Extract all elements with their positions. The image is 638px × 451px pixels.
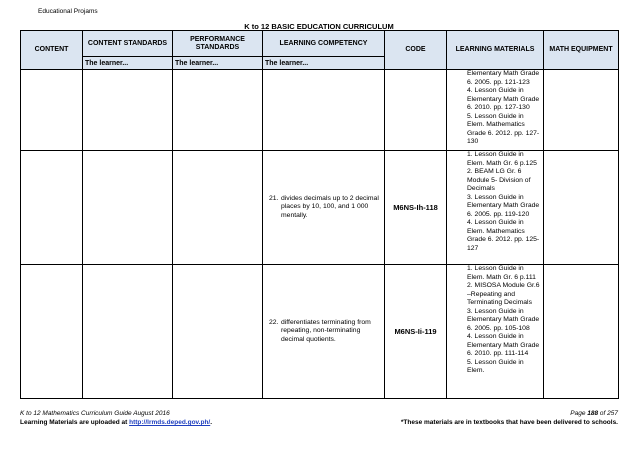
material-item: 4. Lesson Guide in Elementary Math Grade 6. 2010. pp. 127-130 <box>467 87 540 111</box>
code-cell: M6NS-Ii-119 <box>385 265 447 399</box>
material-item: 1. Lesson Guide in Elem. Math Gr. 6 p.125 <box>467 151 537 167</box>
content-cell <box>21 151 83 265</box>
col-header-content: CONTENT <box>21 31 83 70</box>
competency-item <box>269 319 382 345</box>
material-item: 3. Lesson Guide in Elementary Math Grade 6. 2005. pp. 105-108 <box>467 307 540 332</box>
competency-list <box>265 319 382 345</box>
performance-standards-cell <box>173 265 263 399</box>
material-item: 5. Lesson Guide in Elem. Mathematics Grade 6. 2012. pp. 127-130 <box>467 112 540 145</box>
content-standards-cell <box>83 265 173 399</box>
subheader-learning-competency: The learner... <box>263 57 385 70</box>
equipment-cell <box>544 265 619 399</box>
materials-list <box>449 151 541 253</box>
footer-left <box>20 410 212 426</box>
material-item: 5. Lesson Guide in Elem. <box>467 358 524 374</box>
competency-number: 22. <box>269 318 279 326</box>
materials-list <box>449 70 541 147</box>
col-header-learning-materials: LEARNING MATERIALS <box>447 31 544 70</box>
performance-standards-cell <box>173 70 263 151</box>
code-cell <box>385 70 447 151</box>
code-cell: M6NS-Ih-118 <box>385 151 447 265</box>
footer-uploaded-suffix: . <box>210 419 213 426</box>
material-item: 2. BEAM LG Gr. 6 Module 5- Division of Decimals <box>467 168 531 192</box>
header-note: Educational Projams <box>38 8 98 15</box>
materials-list <box>449 265 541 376</box>
page-suffix: of 257 <box>598 410 618 417</box>
footer-uploaded-prefix: Learning Materials are uploaded at <box>20 419 130 426</box>
col-header-code: CODE <box>385 31 447 70</box>
table-header-row <box>21 31 619 57</box>
competency-cell <box>263 70 385 151</box>
footer-guide-title: K to 12 Mathematics Curriculum Guide August 2016 <box>20 410 170 417</box>
material-item: 1. Lesson Guide in Elem. Math Gr. 6 p.111 <box>467 265 536 281</box>
performance-standards-cell <box>173 151 263 265</box>
page-number: 188 <box>587 410 599 417</box>
page-prefix: Page <box>570 410 588 417</box>
footer-uploaded-line <box>20 419 212 426</box>
competency-number: 21. <box>269 194 279 202</box>
textbooks-note: *These materials are in textbooks that have been delivered to schools. <box>400 419 618 426</box>
col-header-performance-standards: PERFORMANCE STANDARDS <box>173 31 263 57</box>
material-item: 4. Lesson Guide in Elementary Math Grade 6. 2010. pp. 111-114 <box>467 333 540 357</box>
table-row <box>21 70 619 151</box>
competency-cell <box>263 151 385 265</box>
competency-item <box>269 195 382 221</box>
content-cell <box>21 265 83 399</box>
materials-cell <box>447 70 544 151</box>
equipment-cell <box>544 70 619 151</box>
material-item: 4. Lesson Guide in Elem. Mathematics Grade 6. 2012. pp. 125-127 <box>467 219 540 252</box>
subheader-content-standards: The learner... <box>83 57 173 70</box>
table-row <box>21 265 619 399</box>
page-indicator <box>401 410 618 417</box>
content-cell <box>21 70 83 151</box>
curriculum-table <box>20 30 619 399</box>
material-item: 3. Lesson Guide in Elementary Math Grade 6. 2005. pp. 119-120 <box>467 193 540 218</box>
col-header-content-standards: CONTENT STANDARDS <box>83 31 173 57</box>
competency-text: differentiates terminating from repeating, non-terminating decimal quotients. <box>281 318 371 343</box>
lrmds-link[interactable]: http://lrmds.deped.gov.ph/ <box>129 419 211 426</box>
materials-cell <box>447 151 544 265</box>
col-header-learning-competency: LEARNING COMPETENCY <box>263 31 385 57</box>
competency-cell <box>263 265 385 399</box>
content-standards-cell <box>83 151 173 265</box>
content-standards-cell <box>83 70 173 151</box>
materials-cell <box>447 265 544 399</box>
subheader-performance-standards: The learner... <box>173 57 263 70</box>
material-item: Elementary Math Grade 6. 2005. pp. 121-123 <box>467 70 540 86</box>
col-header-math-equipment: MATH EQUIPMENT <box>544 31 619 70</box>
competency-list <box>265 195 382 221</box>
equipment-cell <box>544 151 619 265</box>
table-row <box>21 151 619 265</box>
footer-right <box>401 410 618 426</box>
document-title: K to 12 BASIC EDUCATION CURRICULUM <box>244 22 394 31</box>
material-item: 2. MISOSA Module Gr.6 –Repeating and Terminating Decimals <box>467 282 540 306</box>
competency-text: divides decimals up to 2 decimal places by 10, 100, and 1 000 mentally. <box>281 194 379 219</box>
